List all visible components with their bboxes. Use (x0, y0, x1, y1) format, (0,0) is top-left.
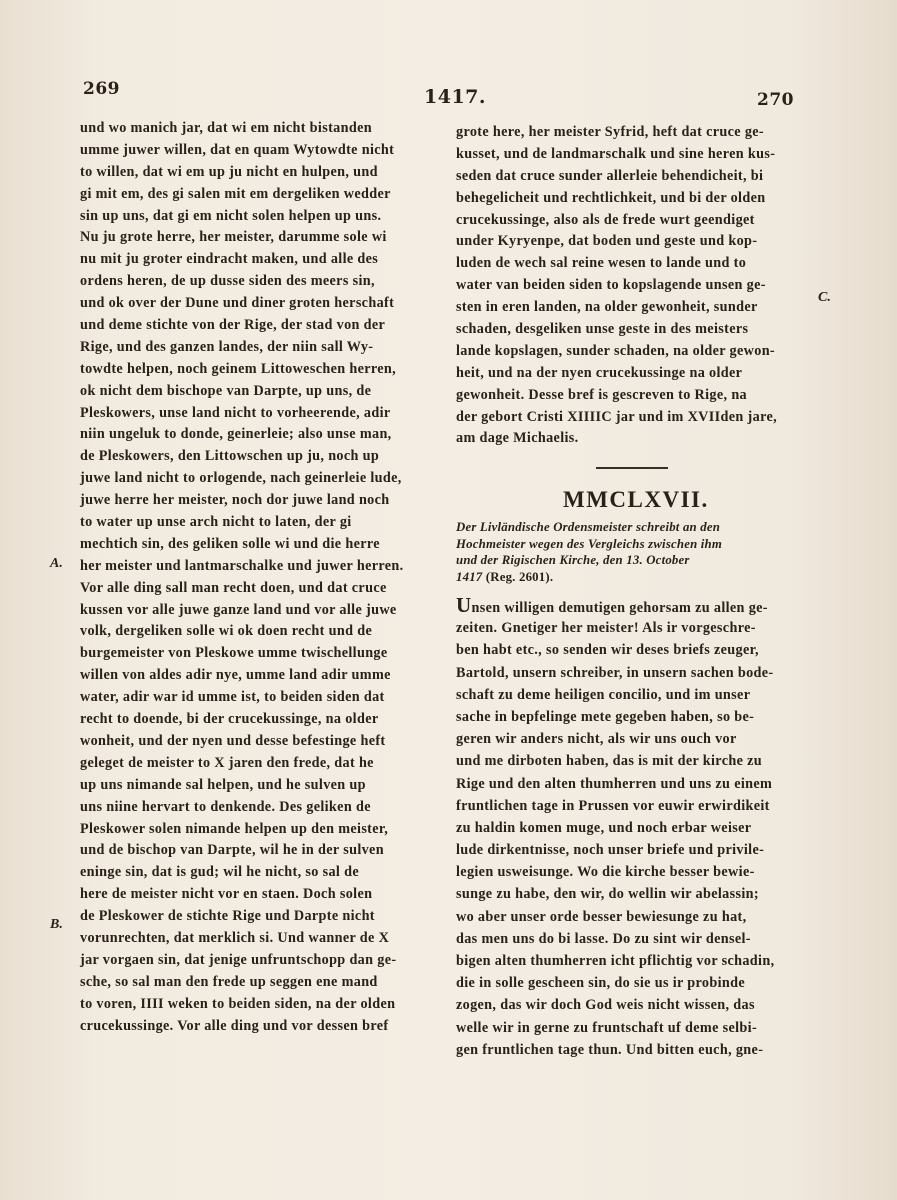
text-line: water van beiden siden to kopslagende unsen ge- (456, 277, 766, 294)
text-line: seden dat cruce sunder allerleie behendicheit, bi (456, 167, 764, 184)
text-line: heit, und na der nyen crucekussinge na older (456, 364, 743, 381)
text-line: ok nicht dem bischope van Darpte, up uns, de (80, 382, 372, 399)
page-number-right: 270 (757, 90, 794, 110)
text-line: towdte helpen, noch geinem Littoweschen herren, (80, 360, 397, 377)
text-line: here de meister nicht vor en staen. Doch solen (80, 886, 373, 903)
text-line: sten in eren landen, na older gewonheit, sunder (456, 299, 758, 316)
running-year: 1417. (424, 86, 486, 108)
text-line: de Pleskower de stichte Rige und Darpte nicht (80, 908, 375, 925)
text-line: welle wir in gerne zu fruntschaft uf deme selbi- (456, 1019, 758, 1036)
text-line: zeiten. Gnetiger her meister! Als ir vorgeschre- (456, 620, 756, 637)
text-line: under Kyryenpe, dat boden und geste und kop- (456, 233, 758, 250)
text-line: lude dirkentnisse, noch unser briefe und privile- (456, 842, 765, 859)
text-line: behegelicheit und rechtlichkeit, und bi der olden (456, 189, 766, 206)
text-line: lande kopslagen, sunder schaden, na older gewon- (456, 342, 776, 359)
regest-reference: (Reg. 2601). (482, 570, 554, 585)
document-body (456, 595, 811, 1061)
text-line: uns niine hervart to denkende. Des geliken de (80, 798, 371, 815)
text-line: crucekussinge, also als de frede wurt geendiget (456, 211, 755, 228)
right-column (456, 122, 806, 450)
text-line: to willen, dat wi em up ju nicht en hulpen, und (80, 163, 378, 180)
text-line: zu haldin komen muge, und noch erbar weiser (456, 819, 752, 836)
text-line: sche, so sal man den frede up seggen ene mand (80, 973, 378, 990)
text-line: schaden, desgeliken unse geste in des meisters (456, 321, 749, 338)
document-summary (456, 519, 811, 586)
summary-line: und der Rigischen Kirche, den 13. October (456, 553, 690, 568)
text-line: vorunrechten, dat merklich si. Und wanner de X (80, 929, 390, 946)
text-line: gi mit em, des gi salen mit em dergeliken wedder (80, 185, 391, 202)
text-line: water, adir war id umme ist, to beiden siden dat (80, 689, 385, 706)
initial-letter: U (456, 593, 472, 617)
text-line: de Pleskowers, den Littowschen up ju, noch up (80, 448, 380, 465)
text-line: Rige, und des ganzen landes, der niin sall Wy- (80, 338, 374, 355)
text-line: und de bischop van Darpte, wil he in der sulven (80, 842, 384, 859)
text-line: schaft zu deme heiligen concilio, und im unser (456, 686, 751, 703)
margin-marker-a: A. (50, 556, 63, 571)
text-line: geren wir anders nicht, als wir uns ouch vor (456, 731, 737, 748)
text-line: zogen, das wir doch God weis nicht wissen, das (456, 997, 755, 1014)
text-line: ordens heren, de up dusse siden des meers sin, (80, 273, 375, 290)
text-line: fruntlichen tage in Prussen vor euwir erwirdikeit (456, 797, 770, 814)
text-line: juwe land nicht to orlogende, nach geinerleie lude, (80, 470, 402, 487)
text-line: und ok over der Dune und diner groten herschaft (80, 295, 395, 312)
text-line: umme juwer willen, dat en quam Wytowdte nicht (80, 141, 395, 158)
text-line: recht to doende, bi der crucekussinge, na older (80, 711, 379, 728)
text-line: willen von aldes adir nye, umme land adir umme (80, 667, 391, 684)
summary-year: 1417 (456, 570, 483, 585)
text-line: und deme stichte von der Rige, der stad von der (80, 317, 386, 334)
text-line: wonheit, und der nyen und desse befestinge heft (80, 732, 386, 749)
text-line: Pleskowers, unse land nicht to vorheerende, adir (80, 404, 391, 421)
page-number-left: 269 (83, 79, 120, 99)
text-line: grote here, her meister Syfrid, heft dat cruce ge- (456, 124, 764, 140)
text-line: das men uns do bi lasse. Do zu sint wir densel- (456, 930, 751, 947)
text-line: ben habt etc., so senden wir deses briefs zeuger, (456, 642, 759, 659)
text-line: to voren, IIII weken to beiden siden, na der olden (80, 995, 396, 1012)
text-line: Rige und den alten thumherren und uns zu einem (456, 775, 773, 792)
text-line: legien usweisunge. Wo die kirche besser bewie- (456, 864, 755, 881)
margin-marker-c: C. (818, 290, 831, 305)
text-line: sunge zu habe, den wir, do wellin wir abelassin; (456, 886, 759, 903)
text-line: eninge sin, dat is gud; wil he nicht, so sal de (80, 864, 359, 881)
text-line: up uns nimande sal helpen, und he sulven up (80, 776, 366, 793)
text-line: der gebort Cristi XIIIIC jar und im XVIIden jare, (456, 408, 778, 425)
text-line: gen fruntlichen tage thun. Und bitten euch, gne- (456, 1041, 764, 1058)
text-line: Pleskower solen nimande helpen up den meister, (80, 820, 389, 837)
left-column (80, 118, 430, 1037)
document-number: MMCLXVII. (563, 487, 709, 512)
text-line: die in solle gescheen sin, do sie us ir probinde (456, 975, 746, 992)
text-line: kussen vor alle juwe ganze land und vor alle juwe (80, 601, 397, 618)
text-line: burgemeister von Pleskowe umme twischellunge (80, 645, 388, 662)
text-line: kusset, und de landmarschalk und sine heren kus- (456, 145, 776, 162)
summary-line: Der Livländische Ordensmeister schreibt an den (456, 520, 721, 534)
text-line: geleget de meister to X jaren den frede, dat he (80, 754, 374, 771)
text-line: sin up uns, dat gi em nicht solen helpen up uns. (80, 207, 382, 224)
text-line: Bartold, unsern schreiber, in unsern sachen bode- (456, 664, 774, 681)
summary-line (456, 569, 811, 586)
text-line: gewonheit. Desse bref is gescreven to Rige, na (456, 386, 748, 403)
text-line: und me dirboten haben, das is mit der kirche zu (456, 753, 763, 770)
text-line: bigen alten thumherren icht pflichtig vor schadin, (456, 953, 775, 969)
text-line: luden de wech sal reine wesen to lande und to (456, 255, 747, 272)
text-line: am dage Michaelis. (456, 430, 579, 447)
text-line: volk, dergeliken solle wi ok doen recht und de (80, 623, 373, 640)
text-line: jar vorgaen sin, dat jenige unfruntschopp dan ge- (80, 951, 397, 968)
text-line: Vor alle ding sall man recht doen, und dat cruce (80, 579, 387, 596)
text-line: crucekussinge. Vor alle ding und vor dessen bref (80, 1017, 389, 1034)
text-line: nu mit ju groter eindracht maken, und alle des (80, 251, 379, 268)
margin-marker-b: B. (50, 917, 63, 932)
section-divider (596, 467, 668, 469)
summary-line: Hochmeister wegen des Vergleichs zwischen ihm (456, 536, 723, 551)
text-line: her meister und lantmarschalke und juwer herren. (80, 557, 404, 574)
text-line-rest: nsen willigen demutigen gehorsam zu allen ge- (471, 600, 768, 616)
text-line: niin ungeluk to donde, geinerleie; also unse man, (80, 426, 392, 443)
text-line: sache in bepfelinge mete gegeben haben, so be- (456, 708, 755, 725)
text-line: wo aber unser orde besser bewiesunge zu hat, (456, 908, 747, 925)
text-line: juwe herre her meister, noch dor juwe land noch (80, 492, 390, 509)
text-line: mechtich sin, des geliken solle wi und die herre (80, 535, 380, 552)
text-line: und wo manich jar, dat wi em nicht bistanden (80, 120, 372, 136)
text-line: to water up unse arch nicht to laten, der gi (80, 514, 352, 531)
text-line: Nu ju grote herre, her meister, darumme sole wi (80, 229, 387, 246)
text-line (456, 595, 811, 617)
